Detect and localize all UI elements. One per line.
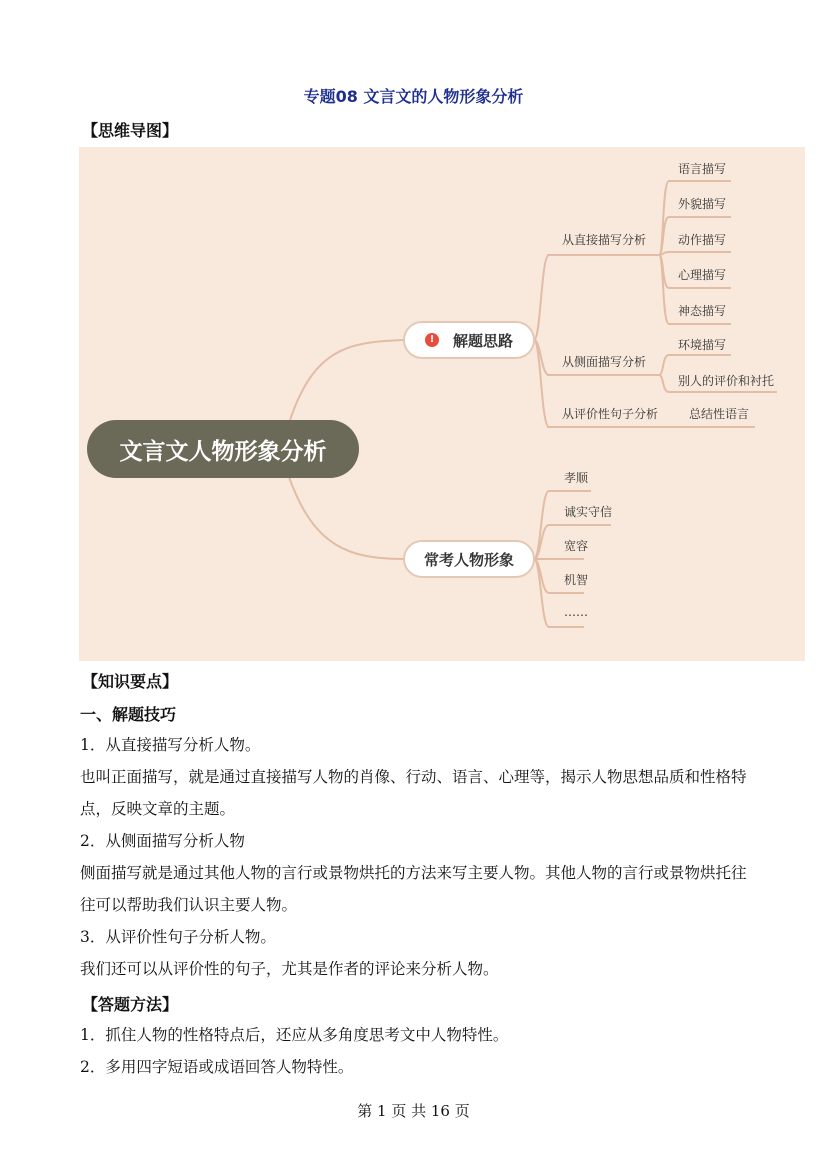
branch-label: 常考人物形象 — [423, 550, 514, 569]
paragraph: 3．从评价性句子分析人物。 — [80, 928, 276, 946]
page-footer: 第 1 页 共 16 页 — [357, 1102, 470, 1120]
leaf-ellipsis: …… — [564, 605, 588, 619]
page-title: 专题08 文言文的人物形象分析 — [303, 87, 524, 106]
leaf-expression: 神态描写 — [678, 304, 727, 318]
paragraph: 侧面描写就是通过其他人物的言行或景物烘托的方法来写主要人物。其他人物的言行或景物烘托往往可以帮助我们认识主要人物。 — [80, 864, 747, 914]
leaf-filial: 孝顺 — [564, 471, 589, 485]
exclamation-icon: ! — [425, 333, 439, 347]
mind-map-branch-solving-approach — [403, 321, 535, 359]
node-side-description: 从侧面描写分析 — [562, 355, 647, 369]
connector-root-branch1 — [289, 340, 404, 423]
leaf-language: 语言描写 — [678, 162, 727, 176]
leaf-clever: 机智 — [564, 573, 589, 587]
leaf-others-evaluation: 别人的评价和衬托 — [678, 374, 775, 388]
leaf-appearance: 外貌描写 — [678, 197, 727, 211]
paragraph: 2．多用四字短语或成语回答人物特性。 — [80, 1058, 354, 1076]
leaf-tolerant: 宽容 — [564, 539, 589, 553]
answer-method-heading: 【答题方法】 — [82, 995, 179, 1014]
knowledge-heading: 【知识要点】 — [82, 672, 179, 691]
mindmap-heading: 【思维导图】 — [82, 121, 179, 140]
leaf-psychology: 心理描写 — [678, 268, 727, 282]
mind-map — [79, 147, 805, 661]
paragraph: 我们还可以从评价性的句子，尤其是作者的评论来分析人物。 — [80, 960, 499, 978]
leaf-environment: 环境描写 — [678, 338, 727, 352]
node-direct-description: 从直接描写分析 — [562, 233, 647, 247]
leaf-action: 动作描写 — [678, 233, 727, 247]
paragraph: 也叫正面描写，就是通过直接描写人物的肖像、行动、语言、心理等，揭示人物思想品质和性格特点，反映文章的主题。 — [80, 768, 747, 818]
mind-map-connectors — [79, 147, 805, 661]
section-heading-techniques: 一、解题技巧 — [80, 705, 177, 724]
paragraph: 1．抓住人物的性格特点后，还应从多角度思考文中人物特性。 — [80, 1026, 509, 1044]
branch-label: 解题思路 — [452, 331, 513, 350]
node-evaluative-sentences: 从评价性句子分析 — [562, 407, 659, 421]
paragraph: 1．从直接描写分析人物。 — [80, 736, 261, 754]
leaf-summary-language: 总结性语言 — [689, 407, 750, 421]
mind-map-branch-character-types — [403, 540, 535, 578]
connector-branch1-direct — [534, 255, 549, 340]
connector-branch1-eval — [534, 340, 549, 427]
paragraph: 2．从侧面描写分析人物 — [80, 832, 245, 850]
leaf-honest: 诚实守信 — [564, 505, 613, 519]
connector-root-branch2 — [289, 477, 404, 559]
mind-map-root: 文言文人物形象分析 — [87, 420, 359, 478]
